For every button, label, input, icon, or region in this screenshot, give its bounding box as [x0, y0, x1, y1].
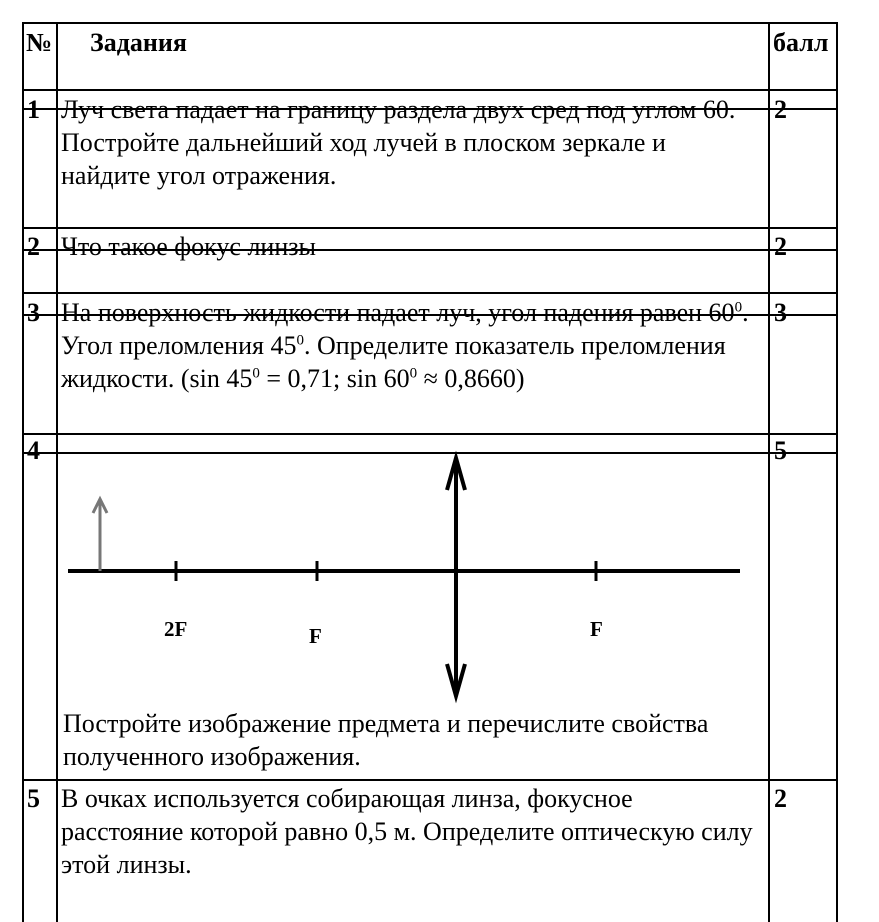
task-text: Что такое фокус линзы — [61, 232, 316, 261]
row-divider — [22, 89, 838, 91]
table-border-left — [22, 22, 24, 922]
header-tasks: Задания — [90, 28, 187, 57]
table-divider-num — [56, 22, 58, 922]
row-number: 1 — [27, 95, 40, 124]
table-divider-points — [768, 22, 770, 922]
row-number: 5 — [27, 784, 40, 813]
label-f-left: F — [309, 624, 322, 648]
label-f-right: F — [590, 617, 603, 641]
tasks-table — [22, 22, 838, 922]
row-points: 2 — [774, 784, 787, 813]
row-divider — [22, 227, 838, 229]
header-num: № — [26, 28, 53, 57]
task-text: Постройте изображение предмета и перечислите свойства полученного изображения. — [63, 709, 709, 771]
lens-diagram — [60, 450, 750, 712]
table-border-top — [22, 22, 838, 24]
row-number: 2 — [27, 232, 40, 261]
task-text: В очках используется собирающая линза, фокусное расстояние которой равно 0,5 м. Определите оптическую силу этой линзы. — [61, 784, 753, 879]
row-divider — [22, 433, 838, 435]
table-border-right — [836, 22, 838, 922]
row-divider — [22, 292, 838, 294]
task-text: Луч света падает на границу раздела двух сред под углом 60. Постройте дальнейший ход лучей в плоском зеркале и найдите угол отражения. — [61, 95, 736, 190]
row-number: 3 — [27, 298, 40, 327]
row-points: 3 — [774, 298, 787, 327]
header-points: балл — [773, 28, 829, 57]
task-text: На поверхность жидкости падает луч, угол падения равен $60^0$. Угол преломления $45^0$. Определите показатель преломления жидкости. (sin $45^0 = 0,71$; $\sin 60^0 \approx 0,8660$) — [61, 298, 749, 393]
row-points: 5 — [774, 436, 787, 465]
row-points: 2 — [774, 232, 787, 261]
row-points: 2 — [774, 95, 787, 124]
row-number: 4 — [27, 436, 40, 465]
label-2f: 2F — [164, 617, 188, 641]
row-divider — [22, 779, 838, 781]
